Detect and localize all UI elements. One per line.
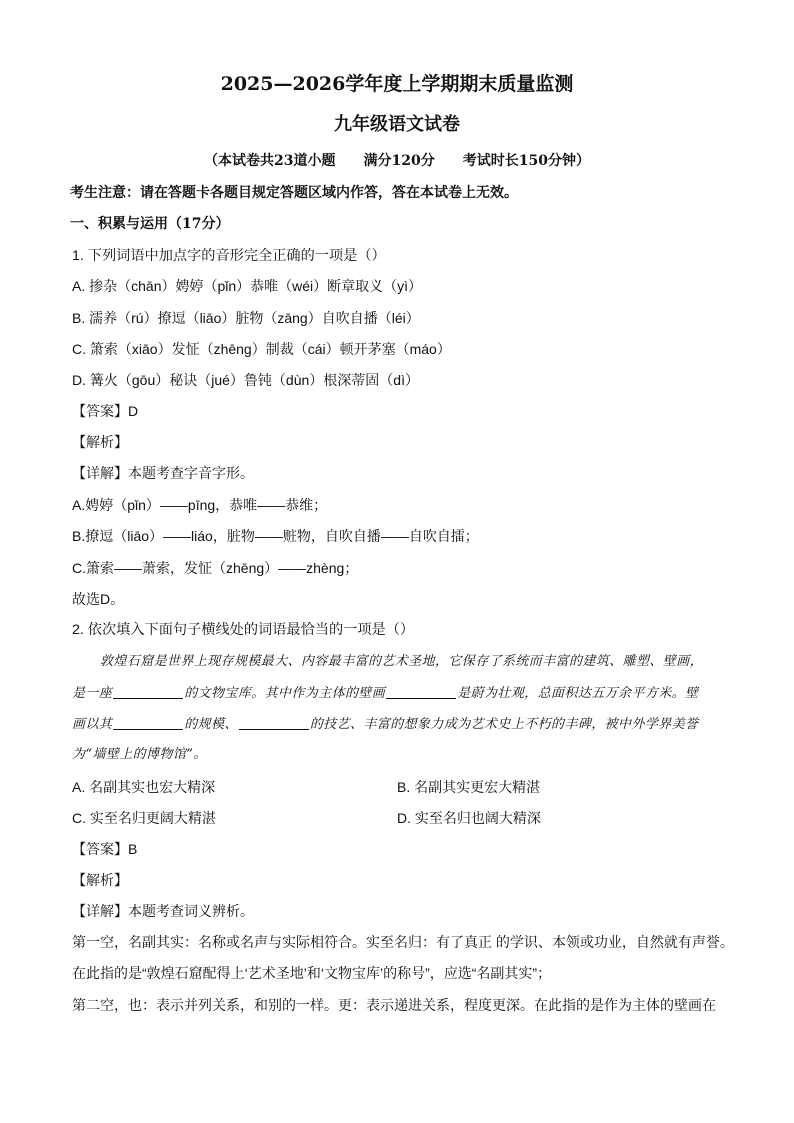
passage-line-2 [72,684,698,703]
q1-conclusion: 故选D。 [72,591,125,607]
q2-analysis-label: 【解析】 [72,872,128,888]
section-title: 一、积累与运用（17分） [70,216,230,232]
q2-explanation-1: 第一空，名副其实：名称或名声与实际相符合。实至名归：有了真正 的学识、本领或功业，自然就有声誉。 [72,934,734,950]
question-1-stem: 1. 下列词语中加点字的音形完全正确的一项是（） [72,248,386,264]
q2-answer: 【答案】B [72,841,138,857]
passage-text: 是蔚为壮观，总面积达五万余平方米。壁 [457,686,699,701]
q1-option-a: A. 掺杂（chān）娉婷（pǐn）恭唯（wéi）断章取义（yì） [72,278,423,294]
exam-title: 2025—2026学年度上学期期末质量监测 [220,73,574,95]
question-2-stem: 2. 依次填入下面句子横线处的词语最恰当的一项是（） [72,622,415,638]
passage-line-1: 敦煌石窟是世界上现存规模最大、内容最丰富的艺术圣地，它保存了系统而丰富的建筑、雕塑、壁画， [100,654,704,669]
passage-line-4: 为“墙壁上的博物馆”。 [72,747,207,762]
candidate-notice: 考生注意：请在答题卡各题目规定答题区域内作答，答在本试卷上无效。 [70,185,518,201]
passage-line-3 [72,715,698,734]
q1-analysis-label: 【解析】 [72,434,128,450]
passage-text: 画以其 [72,717,113,732]
q1-detail: 【详解】本题考查字音字形。 [72,465,254,481]
exam-subtitle: 九年级语文试卷 [334,114,460,135]
q2-explanation-2: 在此指的是“敦煌石窟配得上‘艺术圣地’和‘文物宝库’的称号”，应选“名副其实”； [72,965,552,981]
q2-option-b: B. 名副其实更宏大精湛 [397,779,541,795]
fill-blank-1 [113,684,183,699]
fill-blank-3 [113,715,183,730]
q1-explanation-c: C.箫索——萧索，发怔（zhēng）——zhèng； [72,560,359,576]
q2-explanation-3: 第二空，也：表示并列关系，和别的一样。更：表示递进关系，程度更深。在此指的是作为主体的壁画在 [72,997,716,1013]
passage-text: 的文物宝库。其中作为主体的壁画 [184,686,386,701]
passage-text: 的规模、 [184,717,238,732]
passage-text: 的技艺、丰富的想象力成为艺术史上不朽的丰碑，被中外学界美誉 [309,717,699,732]
fill-blank-4 [239,715,309,730]
q1-option-d: D. 篝火（gōu）秘诀（jué）鲁钝（dùn）根深蒂固（dì） [72,372,419,388]
q1-explanation-a: A.娉婷（pǐn）——pīng，恭唯——恭维； [72,497,328,513]
passage-text: 是一座 [72,686,113,701]
q1-option-c: C. 箫索（xiāo）发怔（zhēng）制裁（cái）顿开茅塞（máo） [72,341,451,357]
exam-info: （本试卷共23道小题 满分120分 考试时长150分钟） [204,153,590,169]
q2-option-c: C. 实至名归更阔大精湛 [72,810,216,826]
q2-detail: 【详解】本题考查词义辨析。 [72,903,254,919]
q2-option-d: D. 实至名归也阔大精深 [397,810,541,826]
q1-explanation-b: B.撩逗（liāo）——liáo，脏物——赃物，自吹自播——自吹自擂； [72,528,479,544]
q2-option-a: A. 名副其实也宏大精深 [72,779,216,795]
q1-option-b: B. 濡养（rú）撩逗（liāo）脏物（zāng）自吹自播（léi） [72,310,420,326]
q1-answer: 【答案】D [72,403,139,419]
fill-blank-2 [386,684,456,699]
